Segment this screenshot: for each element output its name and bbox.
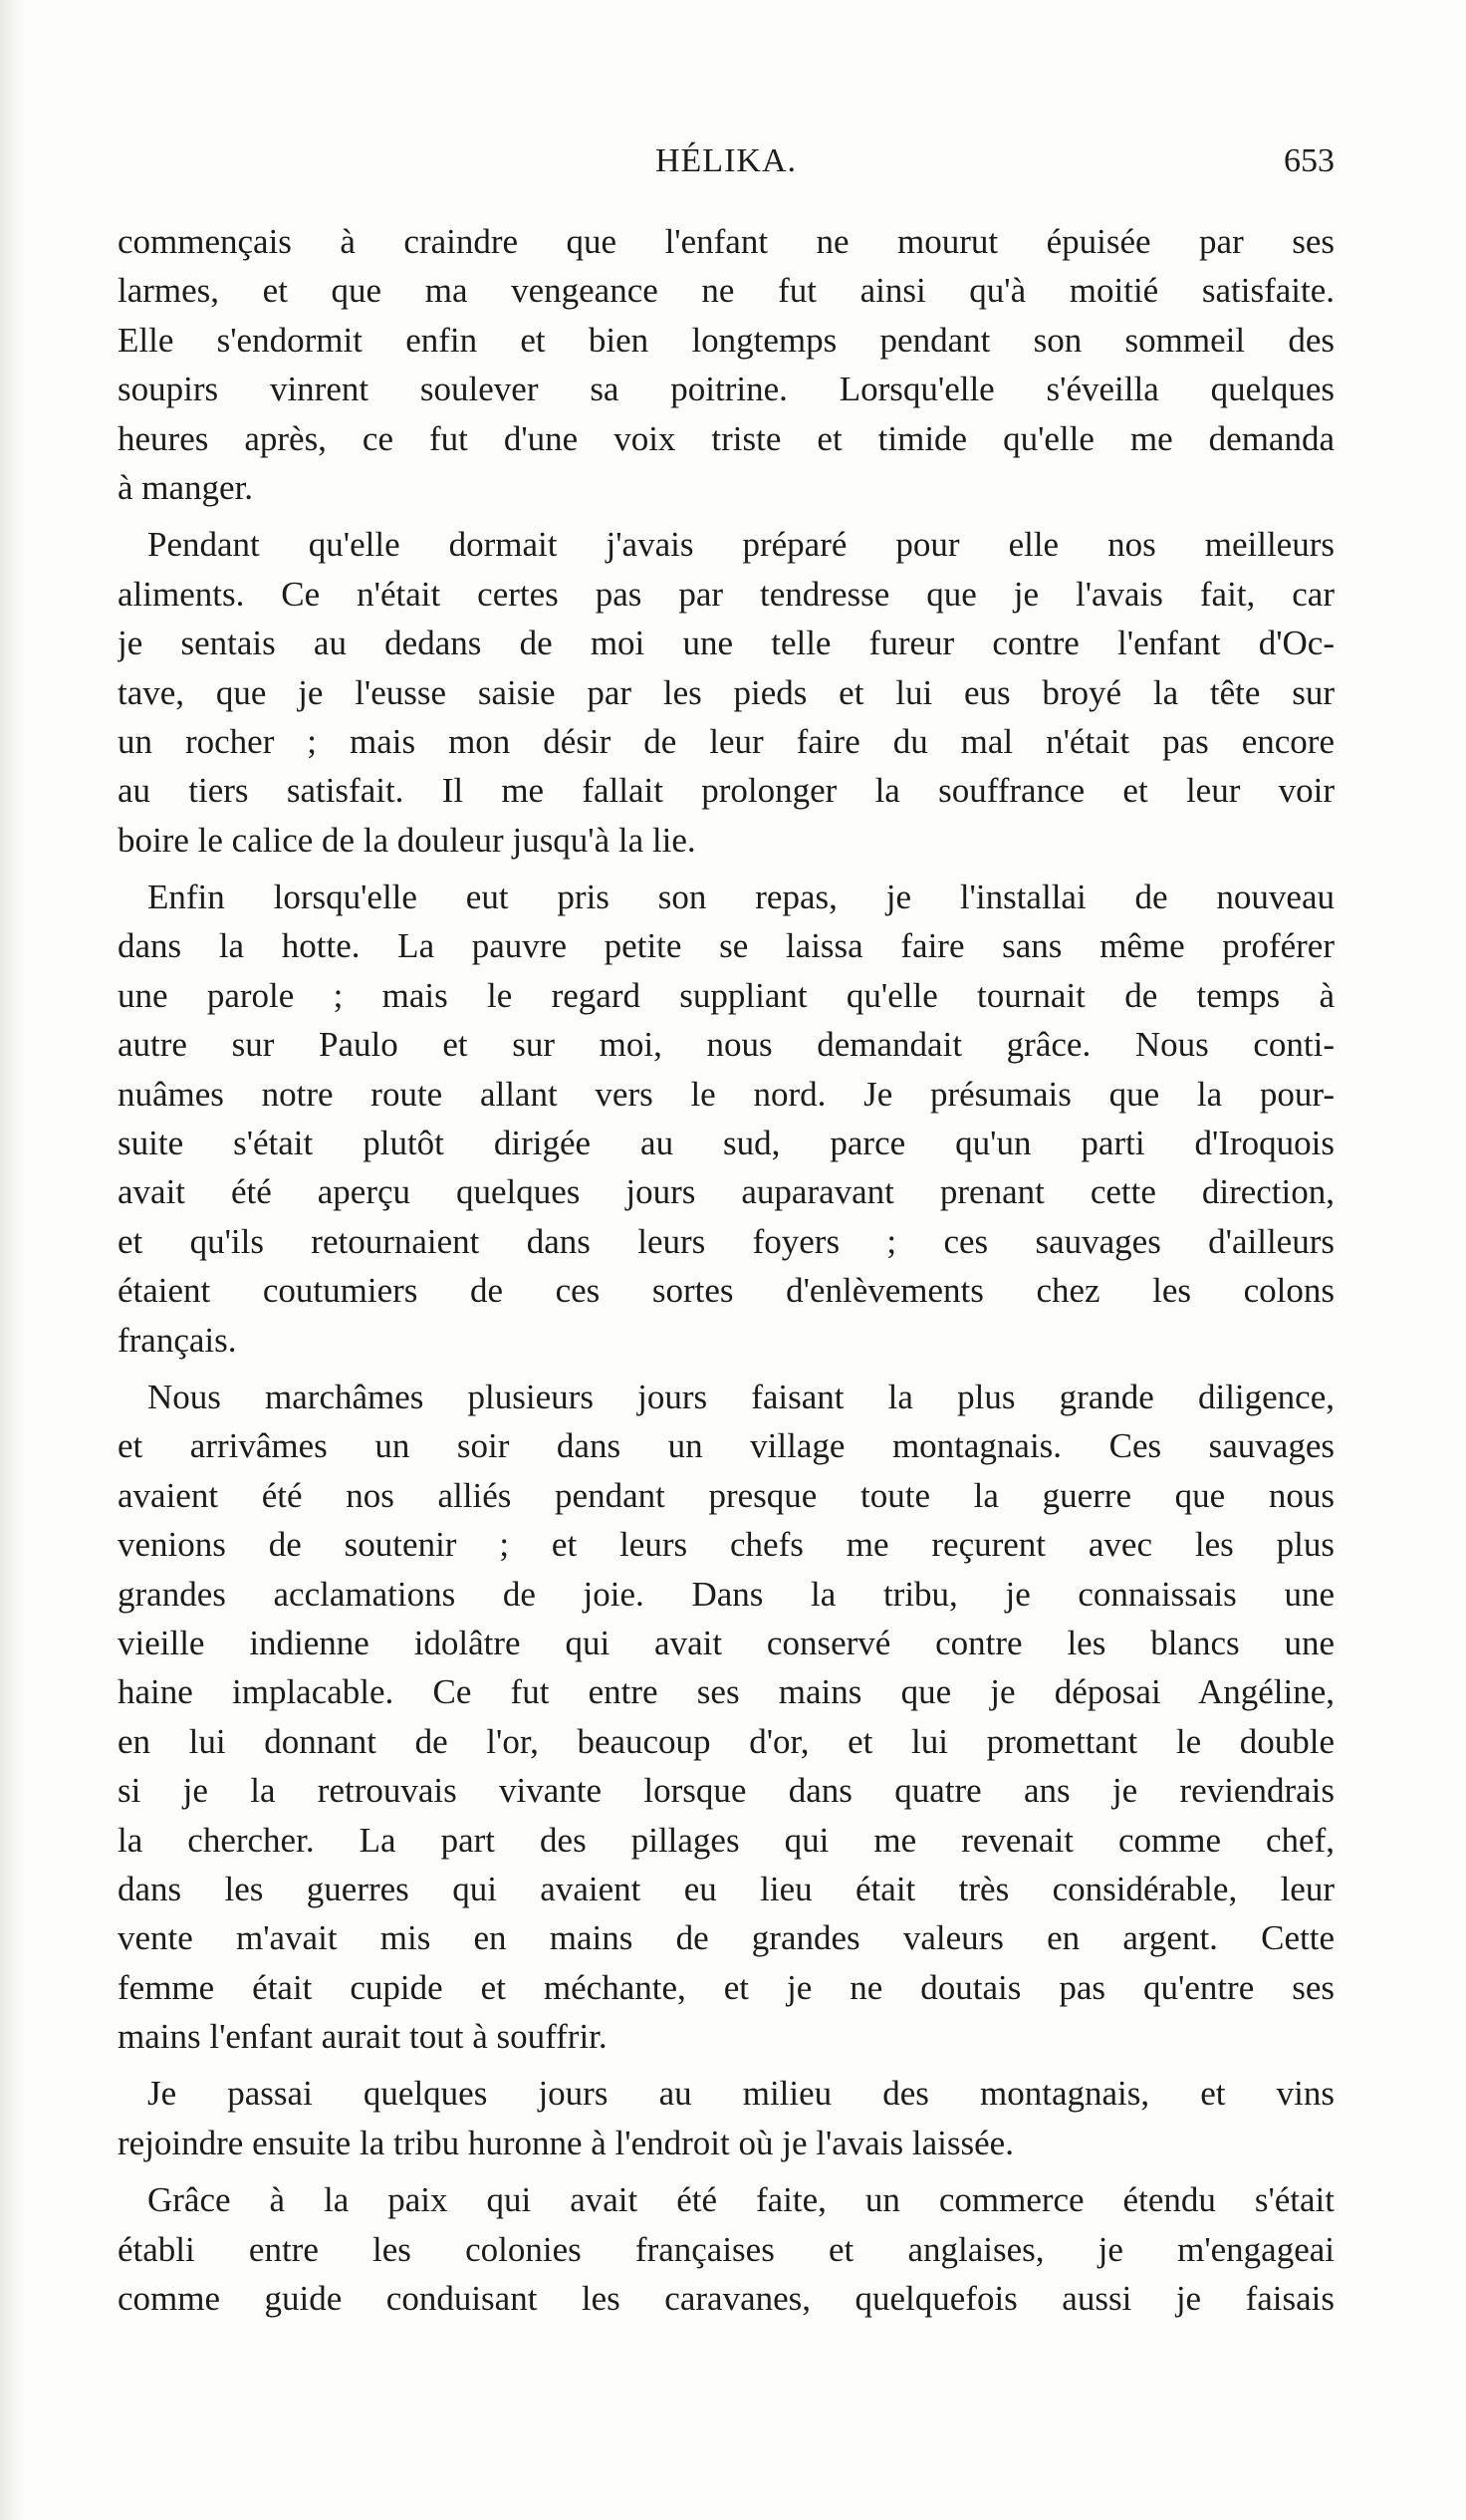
text-line: heures après, ce fut d'une voix triste et timide qu'elle me demanda <box>118 418 1335 458</box>
paragraph <box>118 520 1335 865</box>
text-line: venions de soutenir ; et leurs chefs me reçurent avec les plus <box>118 1525 1335 1565</box>
paragraph-gap <box>118 512 1335 520</box>
text-line: Grâce à la paix qui avait été faite, un commerce étendu s'était <box>147 2180 1335 2220</box>
text-line: et qu'ils retournaient dans leurs foyers ; ces sauvages d'ailleurs <box>118 1221 1335 1261</box>
text-line: nuâmes notre route allant vers le nord. Je présumais que la pour- <box>118 1074 1335 1114</box>
text-line: soupirs vinrent soulever sa poitrine. Lorsqu'elle s'éveilla quelques <box>118 370 1335 409</box>
text-line: haine implacable. Ce fut entre ses mains que je déposai Angéline, <box>118 1672 1335 1712</box>
text-line: Enfin lorsqu'elle eut pris son repas, je l'installai de nouveau <box>147 878 1335 917</box>
text-line: grandes acclamations de joie. Dans la tribu, je connaissais une <box>118 1574 1335 1614</box>
paragraph-gap <box>118 2167 1335 2175</box>
body-text <box>118 217 1335 2323</box>
text-line: à manger. <box>118 467 254 507</box>
text-line: en lui donnant de l'or, beaucoup d'or, et lui promettant le double <box>118 1721 1335 1761</box>
text-line: Je passai quelques jours au milieu des montagnais, et vins <box>147 2074 1335 2114</box>
text-line: dans la hotte. La pauvre petite se laissa faire sans même proférer <box>118 926 1335 966</box>
text-line: un rocher ; mais mon désir de leur faire du mal n'était pas encore <box>118 721 1335 761</box>
text-line: vieille indienne idolâtre qui avait conservé contre les blancs une <box>118 1623 1335 1662</box>
text-line: tave, que je l'eusse saisie par les pieds et lui eus broyé la tête sur <box>118 672 1335 712</box>
text-line: rejoindre ensuite la tribu huronne à l'endroit où je l'avais laissée. <box>118 2123 1014 2162</box>
paragraph <box>118 873 1335 1365</box>
text-line: étaient coutumiers de ces sortes d'enlèvements chez les colons <box>118 1271 1335 1311</box>
paragraph <box>118 2069 1335 2167</box>
page-number: 653 <box>1284 142 1335 179</box>
text-line: je sentais au dedans de moi une telle fureur contre l'enfant d'Oc- <box>118 624 1335 663</box>
text-line: femme était cupide et méchante, et je ne doutais pas qu'entre ses <box>118 1967 1335 2007</box>
paragraph-gap <box>118 865 1335 873</box>
text-line: si je la retrouvais vivante lorsque dans quatre ans je reviendrais <box>118 1771 1335 1811</box>
text-line: Pendant qu'elle dormait j'avais préparé pour elle nos meilleurs <box>147 525 1335 565</box>
text-line: Nous marchâmes plusieurs jours faisant la plus grande diligence, <box>147 1377 1335 1416</box>
text-line: larmes, et que ma vengeance ne fut ainsi qu'à moitié satisfaite. <box>118 271 1335 311</box>
paragraph-gap <box>118 1365 1335 1373</box>
text-line: dans les guerres qui avaient eu lieu était très considérable, leur <box>118 1869 1335 1908</box>
text-line: vente m'avait mis en mains de grandes valeurs en argent. Cette <box>118 1918 1335 1958</box>
running-header <box>118 139 1335 183</box>
text-line: commençais à craindre que l'enfant ne mourut épuisée par ses <box>118 222 1335 261</box>
running-title: HÉLIKA. <box>654 142 798 179</box>
text-line: autre sur Paulo et sur moi, nous demandait grâce. Nous conti- <box>118 1025 1335 1065</box>
paragraph <box>118 217 1335 512</box>
paragraph <box>118 2175 1335 2323</box>
page-gutter-shadow <box>0 0 26 2520</box>
text-line: aliments. Ce n'était certes pas par tendresse que je l'avais fait, car <box>118 574 1335 614</box>
text-line: avaient été nos alliés pendant presque toute la guerre que nous <box>118 1475 1335 1515</box>
paragraph <box>118 1373 1335 2061</box>
text-line: établi entre les colonies françaises et anglaises, je m'engageai <box>118 2229 1335 2269</box>
text-line: suite s'était plutôt dirigée au sud, parce qu'un parti d'Iroquois <box>118 1124 1335 1163</box>
text-line: et arrivâmes un soir dans un village montagnais. Ces sauvages <box>118 1426 1335 1466</box>
text-line: français. <box>118 1320 237 1360</box>
paragraph-gap <box>118 2061 1335 2069</box>
text-line: la chercher. La part des pillages qui me revenait comme chef, <box>118 1820 1335 1860</box>
text-line: comme guide conduisant les caravanes, quelquefois aussi je faisais <box>118 2279 1335 2319</box>
text-line: avait été aperçu quelques jours auparavant prenant cette direction, <box>118 1172 1335 1212</box>
text-line: une parole ; mais le regard suppliant qu'elle tournait de temps à <box>118 975 1335 1015</box>
text-line: Elle s'endormit enfin et bien longtemps pendant son sommeil des <box>118 320 1335 360</box>
text-line: boire le calice de la douleur jusqu'à la lie. <box>118 820 696 860</box>
text-line: au tiers satisfait. Il me fallait prolonger la souffrance et leur voir <box>118 771 1335 811</box>
text-line: mains l'enfant aurait tout à souffrir. <box>118 2017 608 2057</box>
